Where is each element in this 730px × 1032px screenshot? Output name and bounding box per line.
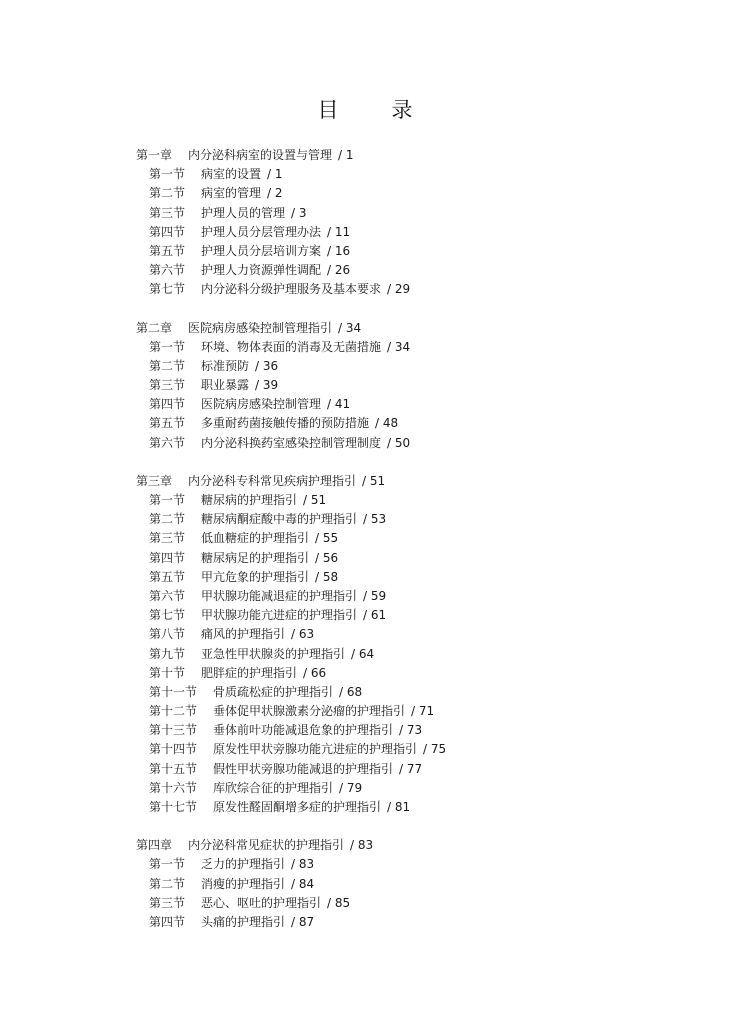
section-page-number: / 85 — [327, 895, 351, 910]
toc-section-entry[interactable] — [0, 587, 730, 606]
section-title: 糖尿病的护理指引 — [201, 493, 298, 507]
toc-section-entry[interactable] — [0, 894, 730, 913]
chapter-block — [0, 319, 730, 453]
section-number: 第十五节 — [149, 761, 198, 776]
toc-section-entry[interactable] — [0, 625, 730, 644]
chapter-title: 内分泌科常见症状的护理指引 — [188, 838, 345, 853]
section-title: 护理人员的管理 — [201, 205, 286, 220]
chapter-title: 内分泌科病室的设置与管理 — [188, 148, 333, 162]
section-page-number: / 48 — [375, 416, 399, 431]
section-title: 甲状腺功能减退症的护理指引 — [201, 588, 358, 603]
section-page-number: / 11 — [327, 224, 351, 239]
chapter-page-number: / 34 — [338, 320, 362, 335]
section-number: 第九节 — [149, 646, 186, 661]
section-title: 垂体前叶功能减退危象的护理指引 — [213, 723, 394, 738]
section-title: 甲亢危象的护理指引 — [201, 569, 310, 584]
toc-chapter-entry[interactable] — [0, 319, 730, 338]
section-page-number: / 61 — [363, 608, 387, 623]
section-number: 第四节 — [149, 914, 186, 929]
section-page-number: / 73 — [399, 723, 423, 738]
toc-section-entry[interactable] — [0, 395, 730, 414]
section-title: 头痛的护理指引 — [201, 914, 286, 929]
section-page-number: / 77 — [399, 761, 423, 776]
section-number: 第十三节 — [149, 723, 198, 738]
section-page-number: / 79 — [339, 780, 363, 795]
toc-section-entry[interactable] — [0, 645, 730, 664]
section-number: 第五节 — [149, 243, 186, 258]
section-page-number: / 56 — [315, 550, 339, 565]
chapter-page-number: / 51 — [362, 473, 386, 488]
section-page-number: / 83 — [291, 857, 315, 872]
section-page-number: / 71 — [411, 704, 435, 719]
section-title: 低血糖症的护理指引 — [201, 531, 310, 546]
section-number: 第十一节 — [149, 684, 198, 699]
section-page-number: / 81 — [387, 800, 411, 814]
section-title: 糖尿病酮症酸中毒的护理指引 — [201, 512, 358, 527]
toc-section-entry[interactable] — [0, 683, 730, 702]
section-number: 第四节 — [149, 550, 186, 565]
chapter-page-number: / 1 — [338, 148, 354, 162]
section-title: 骨质疏松症的护理指引 — [213, 684, 334, 699]
chapter-number: 第三章 — [136, 473, 173, 488]
section-number: 第一节 — [149, 857, 186, 872]
toc-section-entry[interactable] — [0, 434, 730, 453]
section-page-number: / 16 — [327, 243, 351, 258]
section-title: 假性甲状旁腺功能减退的护理指引 — [213, 761, 394, 776]
section-number: 第五节 — [149, 569, 186, 584]
section-page-number: / 53 — [363, 512, 387, 527]
section-title: 垂体促甲状腺激素分泌瘤的护理指引 — [213, 704, 406, 719]
section-number: 第二节 — [149, 512, 186, 527]
toc-section-entry[interactable] — [0, 740, 730, 759]
section-number: 第三节 — [149, 205, 186, 220]
section-page-number: / 64 — [351, 646, 375, 661]
section-page-number: / 1 — [267, 167, 283, 182]
toc-section-entry[interactable] — [0, 204, 730, 223]
chapter-page-number: / 83 — [350, 838, 374, 853]
toc-section-entry[interactable] — [0, 798, 730, 817]
section-page-number: / 2 — [267, 186, 283, 201]
toc-section-entry[interactable] — [0, 338, 730, 357]
chapter-block — [0, 836, 730, 932]
section-page-number: / 51 — [303, 493, 327, 507]
section-number: 第三节 — [149, 378, 186, 393]
section-title: 多重耐药菌接触传播的预防措施 — [201, 416, 370, 431]
section-page-number: / 39 — [255, 378, 279, 393]
section-title: 糖尿病足的护理指引 — [201, 550, 310, 565]
section-page-number: / 66 — [303, 665, 327, 680]
toc-section-entry[interactable] — [0, 184, 730, 203]
section-title: 消瘦的护理指引 — [201, 876, 286, 891]
section-title: 恶心、呕吐的护理指引 — [201, 895, 322, 910]
toc-section-entry[interactable] — [0, 760, 730, 779]
toc-section-entry[interactable] — [0, 261, 730, 280]
section-page-number: / 26 — [327, 263, 351, 278]
section-number: 第十二节 — [149, 704, 198, 719]
section-number: 第六节 — [149, 435, 186, 450]
section-page-number: / 68 — [339, 684, 363, 699]
chapter-block — [0, 472, 730, 817]
section-title: 病室的管理 — [201, 186, 262, 201]
toc-chapter-entry[interactable] — [0, 836, 730, 855]
section-number: 第一节 — [149, 167, 186, 182]
toc-section-entry[interactable] — [0, 875, 730, 894]
section-number: 第八节 — [149, 627, 186, 642]
toc-section-entry[interactable] — [0, 913, 730, 932]
toc-section-entry[interactable] — [0, 491, 730, 510]
section-number: 第一节 — [149, 493, 186, 507]
section-page-number: / 55 — [315, 531, 339, 546]
section-number: 第四节 — [149, 397, 186, 412]
section-number: 第四节 — [149, 224, 186, 239]
section-number: 第十节 — [149, 665, 186, 680]
section-number: 第七节 — [149, 282, 186, 297]
section-number: 第十四节 — [149, 742, 198, 757]
section-title: 医院病房感染控制管理 — [201, 397, 322, 412]
section-number: 第一节 — [149, 339, 186, 354]
toc-section-entry[interactable] — [0, 606, 730, 625]
toc-section-entry[interactable] — [0, 779, 730, 798]
page-title: 目 录 — [317, 98, 429, 122]
toc-chapter-entry[interactable] — [0, 472, 730, 491]
chapter-number: 第四章 — [136, 838, 173, 853]
section-page-number: / 58 — [315, 569, 339, 584]
section-title: 护理人员分层管理办法 — [201, 224, 322, 239]
toc-chapter-entry[interactable] — [0, 146, 730, 165]
toc-section-entry[interactable] — [0, 280, 730, 299]
section-page-number: / 59 — [363, 588, 387, 603]
section-title: 甲状腺功能亢进症的护理指引 — [201, 608, 358, 623]
chapter-block — [0, 146, 730, 300]
section-title: 乏力的护理指引 — [201, 857, 286, 872]
toc-section-entry[interactable] — [0, 855, 730, 874]
toc-section-entry[interactable] — [0, 510, 730, 529]
section-page-number: / 84 — [291, 876, 315, 891]
section-page-number: / 87 — [291, 914, 315, 929]
section-title: 内分泌科分级护理服务及基本要求 — [201, 282, 382, 297]
section-title: 原发性醛固酮增多症的护理指引 — [213, 800, 382, 814]
section-number: 第二节 — [149, 186, 186, 201]
chapter-title: 内分泌科专科常见疾病护理指引 — [188, 473, 357, 488]
toc-section-entry[interactable] — [0, 549, 730, 568]
section-title: 亚急性甲状腺炎的护理指引 — [201, 646, 346, 661]
section-title: 护理人力资源弹性调配 — [201, 263, 322, 278]
section-number: 第五节 — [149, 416, 186, 431]
toc-section-entry[interactable] — [0, 414, 730, 433]
section-title: 内分泌科换药室感染控制管理制度 — [201, 435, 382, 450]
section-title: 病室的设置 — [201, 167, 262, 182]
section-title: 环境、物体表面的消毒及无菌措施 — [201, 339, 382, 354]
section-number: 第十七节 — [149, 800, 198, 814]
section-page-number: / 41 — [327, 397, 351, 412]
section-page-number: / 36 — [255, 358, 279, 373]
section-title: 职业暴露 — [201, 378, 250, 393]
toc-section-entry[interactable] — [0, 357, 730, 376]
section-page-number: / 3 — [291, 205, 307, 220]
section-title: 原发性甲状旁腺功能亢进症的护理指引 — [213, 742, 418, 757]
section-title: 库欣综合征的护理指引 — [213, 780, 334, 795]
toc-section-entry[interactable] — [0, 165, 730, 184]
section-title: 标准预防 — [201, 358, 250, 373]
chapter-number: 第二章 — [136, 320, 173, 335]
section-page-number: / 29 — [387, 282, 411, 297]
section-number: 第三节 — [149, 895, 186, 910]
section-page-number: / 50 — [387, 435, 411, 450]
section-title: 护理人员分层培训方案 — [201, 243, 322, 258]
section-number: 第三节 — [149, 531, 186, 546]
chapter-number: 第一章 — [136, 148, 173, 162]
section-page-number: / 75 — [423, 742, 447, 757]
toc-section-entry[interactable] — [0, 376, 730, 395]
toc-section-entry[interactable] — [0, 242, 730, 261]
section-number: 第六节 — [149, 263, 186, 278]
toc-section-entry[interactable] — [0, 223, 730, 242]
toc-section-entry[interactable] — [0, 529, 730, 548]
toc-section-entry[interactable] — [0, 664, 730, 683]
table-of-contents — [0, 146, 730, 951]
toc-section-entry[interactable] — [0, 721, 730, 740]
section-number: 第七节 — [149, 608, 186, 623]
chapter-title: 医院病房感染控制管理指引 — [188, 320, 333, 335]
section-title: 痛风的护理指引 — [201, 627, 286, 642]
toc-section-entry[interactable] — [0, 702, 730, 721]
section-number: 第十六节 — [149, 780, 198, 795]
section-title: 肥胖症的护理指引 — [201, 665, 298, 680]
section-page-number: / 34 — [387, 339, 411, 354]
section-number: 第二节 — [149, 876, 186, 891]
section-page-number: / 63 — [291, 627, 315, 642]
toc-section-entry[interactable] — [0, 568, 730, 587]
section-number: 第二节 — [149, 358, 186, 373]
section-number: 第六节 — [149, 588, 186, 603]
